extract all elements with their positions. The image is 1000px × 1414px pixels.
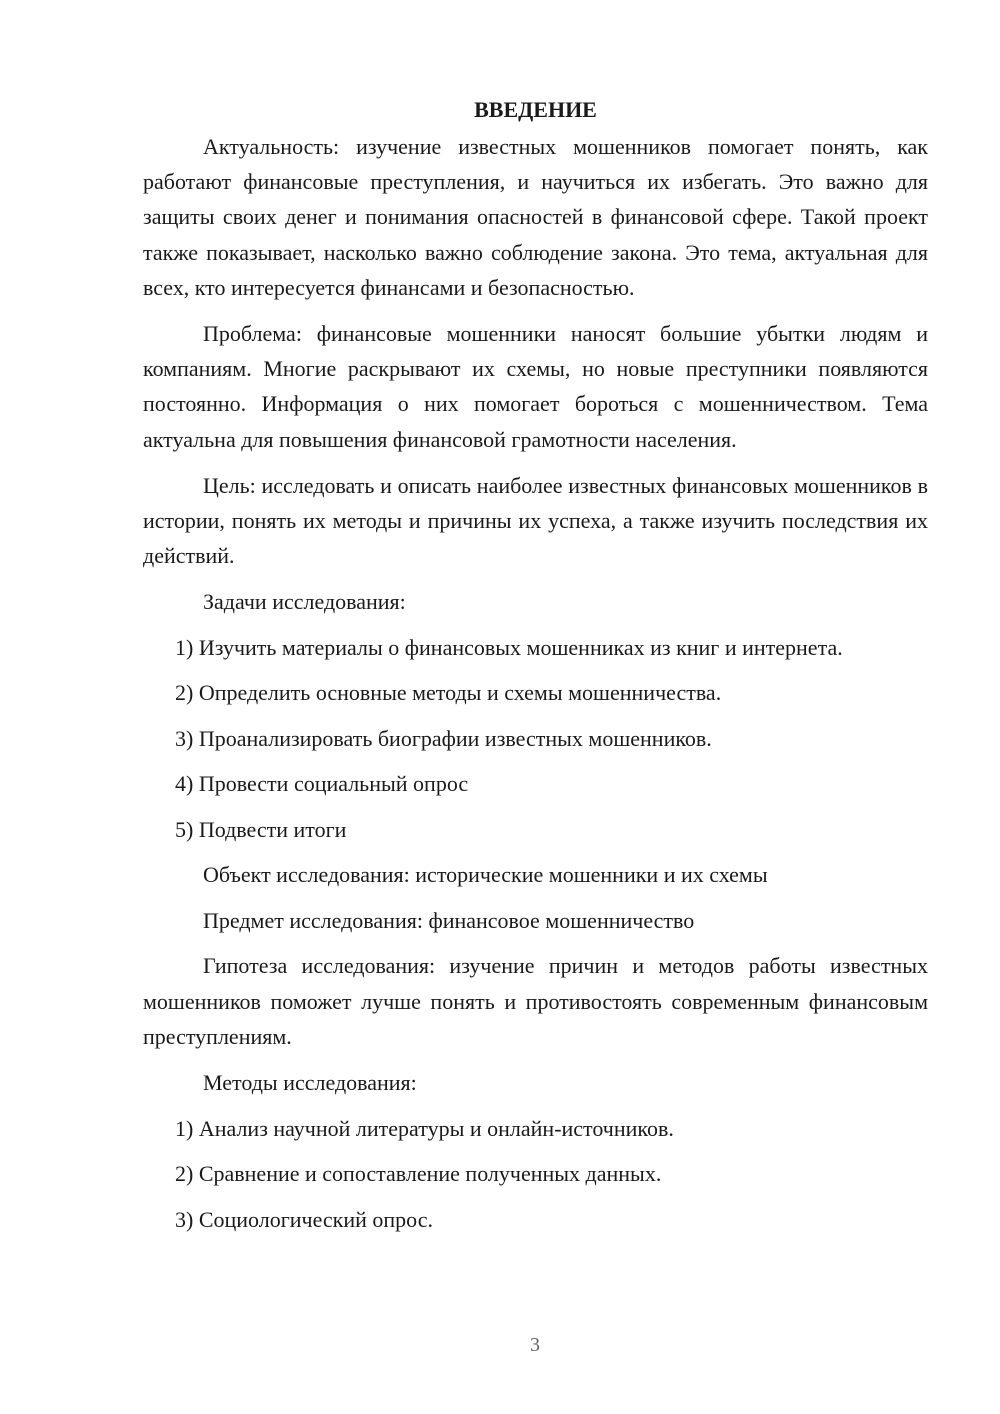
tasks-heading: Задачи исследования: [203, 589, 406, 615]
subject-line: Предмет исследования: финансовое мошенничество [203, 907, 695, 933]
list-item: 4) Провести социальный опрос [175, 771, 469, 797]
page-number: 3 [530, 1334, 540, 1356]
methods-heading: Методы исследования: [203, 1070, 417, 1096]
list-item: 3) Проанализировать биографии известных мошенников. [175, 725, 712, 751]
document-page [143, 92, 928, 1247]
list-item: 5) Подвести итоги [175, 816, 347, 842]
tasks-list [143, 630, 928, 847]
problem-paragraph: Проблема: финансовые мошенники наносят большие убытки людям и компаниям. Многие раскрывают их схемы, но новые преступники появляются постоянно. Информация о них помогает бороться с мошенничеством. Тема актуальна для повышения финансовой грамотности населения. [143, 321, 928, 452]
goal-paragraph: Цель: исследовать и описать наиболее известных финансовых мошенников в истории, понять их методы и причины их успеха, а также изучить последствия их действий. [143, 472, 928, 569]
relevance-paragraph: Актуальность: изучение известных мошенников помогает понять, как работают финансовые преступления, и научиться их избегать. Это важно для защиты своих денег и понимания опасностей в финансовой сфере. Такой проект также показывает, насколько важно соблюдение закона. Это тема, актуальная для всех, кто интересуется финансами и безопасностью. [143, 134, 928, 300]
list-item: 2) Сравнение и сопоставление полученных данных. [175, 1161, 662, 1187]
list-item: 1) Изучить материалы о финансовых мошенниках из книг и интернета. [175, 634, 843, 660]
hypothesis-paragraph: Гипотеза исследования: изучение причин и методов работы известных мошенников поможет лучше понять и противостоять современным финансовым преступлениям. [143, 953, 928, 1049]
list-item: 2) Определить основные методы и схемы мошенничества. [175, 680, 722, 706]
methods-list [143, 1111, 928, 1237]
list-item: 1) Анализ научной литературы и онлайн-источников. [175, 1115, 674, 1141]
object-line: Объект исследования: исторические мошенники и их схемы [203, 862, 768, 888]
section-title: ВВЕДЕНИЕ [474, 97, 597, 122]
list-item: 3) Социологический опрос. [175, 1206, 433, 1232]
